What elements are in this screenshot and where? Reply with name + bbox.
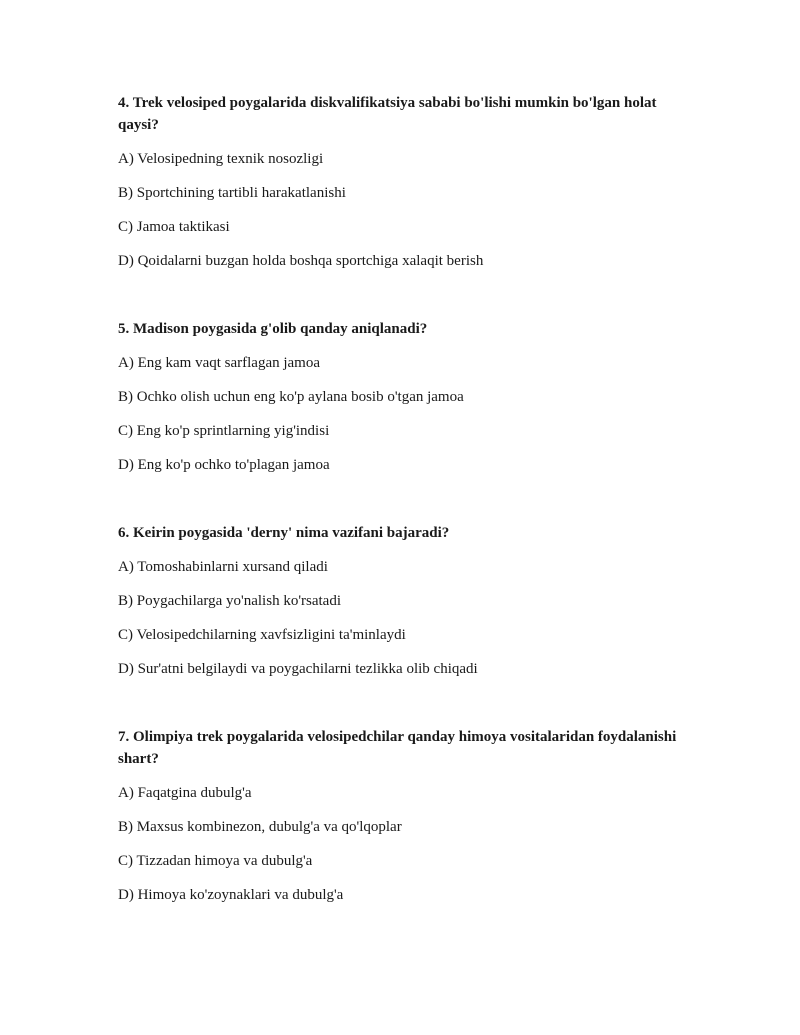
- question-title: 4. Trek velosiped poygalarida diskvalifikatsiya sababi bo'lishi mumkin bo'lgan holat qaysi?: [118, 95, 657, 133]
- question-4: [118, 92, 678, 272]
- answer-option-d: D) Qoidalarni buzgan holda boshqa sportchiga xalaqit berish: [118, 253, 484, 269]
- answer-option-d: D) Sur'atni belgilaydi va poygachilarni tezlikka olib chiqadi: [118, 661, 478, 677]
- answer-option-a: A) Faqatgina dubulg'a: [118, 785, 252, 801]
- question-5: [118, 318, 678, 476]
- question-7: [118, 726, 678, 906]
- answer-option-a: A) Velosipedning texnik nosozligi: [118, 151, 324, 167]
- answer-option-b: B) Poygachilarga yo'nalish ko'rsatadi: [118, 593, 342, 609]
- question-6: [118, 522, 678, 680]
- answer-option-b: B) Ochko olish uchun eng ko'p aylana bosib o'tgan jamoa: [118, 389, 464, 405]
- question-title: 6. Keirin poygasida 'derny' nima vazifani bajaradi?: [118, 525, 450, 541]
- question-title: 5. Madison poygasida g'olib qanday aniqlanadi?: [118, 321, 428, 337]
- answer-option-a: A) Eng kam vaqt sarflagan jamoa: [118, 355, 321, 371]
- question-spacer: [118, 680, 678, 726]
- document-page: [118, 92, 678, 906]
- answer-option-c: C) Jamoa taktikasi: [118, 219, 230, 235]
- answer-option-a: A) Tomoshabinlarni xursand qiladi: [118, 559, 328, 575]
- answer-option-d: D) Eng ko'p ochko to'plagan jamoa: [118, 457, 330, 473]
- answer-option-c: C) Tizzadan himoya va dubulg'a: [118, 853, 313, 869]
- question-title: 7. Olimpiya trek poygalarida velosipedchilar qanday himoya vositalaridan foydalanishi shart?: [118, 729, 677, 767]
- question-spacer: [118, 476, 678, 522]
- answer-option-c: C) Velosipedchilarning xavfsizligini ta'minlaydi: [118, 627, 406, 643]
- answer-option-c: C) Eng ko'p sprintlarning yig'indisi: [118, 423, 330, 439]
- answer-option-b: B) Sportchining tartibli harakatlanishi: [118, 185, 346, 201]
- answer-option-b: B) Maxsus kombinezon, dubulg'a va qo'lqoplar: [118, 819, 402, 835]
- answer-option-d: D) Himoya ko'zoynaklari va dubulg'a: [118, 887, 344, 903]
- question-spacer: [118, 272, 678, 318]
